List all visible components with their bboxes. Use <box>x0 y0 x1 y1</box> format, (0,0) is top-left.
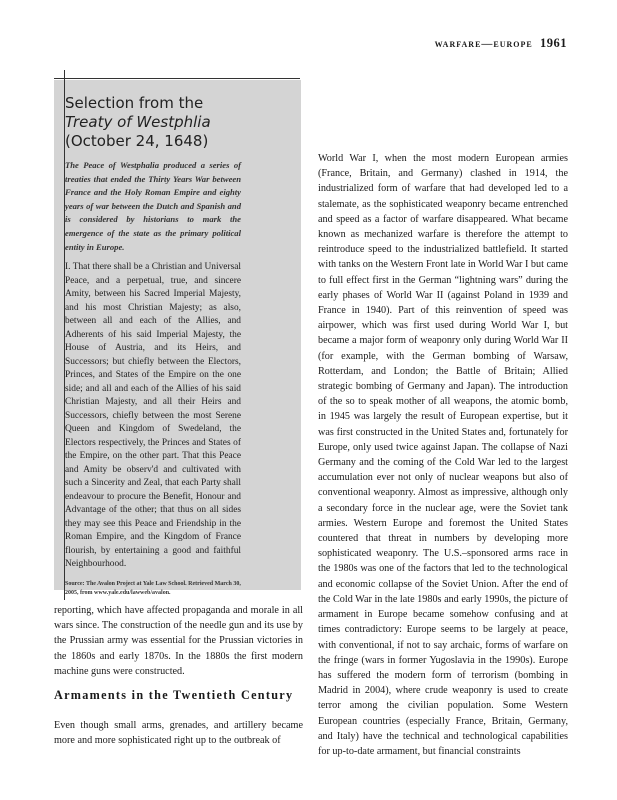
running-head <box>435 36 567 51</box>
sidebar-source: Source: The Avalon Project at Yale Law School. Retrieved March 30, 2005, from www.yale.edu/lawweb/avalon. <box>65 580 241 596</box>
section-heading: Armaments in the Twentieth Century <box>54 688 294 702</box>
sidebar-horizontal-rule <box>54 78 300 79</box>
left-column-paragraph-2: Even though small arms, grenades, and artillery became more and more sophisticated right up to the outbreak of <box>54 720 303 747</box>
sidebar-intro: The Peace of Westphalia produced a series of treaties that ended the Thirty Years War between France and the Holy Roman Empire and eighty years of war between the Dutch and Spanish and is considered by historians to mark the emergence of the state as the primary political entity in Europe. <box>65 160 241 252</box>
page-number: 1961 <box>540 36 567 50</box>
sidebar-vertical-rule <box>64 70 65 600</box>
running-head-label: warfare—europe <box>434 38 533 50</box>
right-column-text: World War I, when the most modern European armies (France, Britain, and Germany) clashed in 1914, the industrialized form of warfare that had developed led to a stalemate, as the sophisticated weaponry became entrenched and speed as a factor of warfare disappeared. What became known as mechanized warfare is therefore the attempt to reintroduce speed to the industrialized battlefield. It started with tanks on the Western Front late in World War I but came to full effect first in the German “lightning wars” during the early phases of World War II (against Poland in 1939 and France in 1940). Part of this reinvention of speed was airpower, which was first used during World War I, but became a major form of weaponry only during World War II (for example, with the German bombing of Warsaw, Rotterdam, and London; the Battle of Britain; Allied strategic bombing of Germany and Japan). The introduction of the so to speak mother of all weapons, the atomic bomb, in 1945 was largely the result of European expertise, but it was first constructed in the United States and, fortunately for Europe, only used twice against Japan. The collapse of Nazi Germany and the coming of the Cold War led to the largest accumulation ever not only of nuclear weapons but also of conventional weaponry. Almost as impressive, although only a secondary force in the nuclear age, were the Soviet tank armies. Western Europe and foremost the United States countered that threat in numbers by developing more sophisticated weaponry. The U.S.–sponsored arms race in the 1980s was one of the factors that led to the technological and economic collapse of the Soviet Union. After the end of the Cold War in the late 1980s and early 1990s, the picture of armament in Europe became somehow confusing and at times contradictory: Europe seems to be largely at peace, with conventional, if not to say archaic, forms of warfare on the fringe (wars in former Yugoslavia in the 1990s). Europe has suffered the modern form of terrorism (bombing in Madrid in 2004), where crude weaponry is used to create terror among the civilian population. Some Western European countries (especially France, Britain, Germany, and Italy) have the technical and technological capabilities for up-to-date armament, but financial constraints <box>318 153 568 757</box>
sidebar-title-italic: Treaty of Westphlia <box>65 113 211 131</box>
sidebar-title-rest: (October 24, 1648) <box>65 132 209 150</box>
sidebar-text: I. That there shall be a Christian and Universal Peace, and a perpetual, true, and sincere Amity, between his Sacred Imperial Majesty, and his most Christian Majesty; as also, between all and each of the Allies, and Adherents of his said Imperial Majesty, the House of Austria, and its Heirs, and Successors; but chiefly between the Electors, Princes, and States of the Empire on the one side; and all and each of the Allies of his said Christian Majesty, and all their Heirs and Successors, chiefly between the most Serene Queen and Kingdom of Swedeland, the Electors respectively, the Princes and States of the Empire, on the other part. That this Peace and Amity be observ'd and cultivated with such a Sincerity and Zeal, that each Party shall endeavour to procure the Benefit, Honour and Advantage of the other; that thus on all sides they may see this Peace and Friendship in the Roman Empire, and the Kingdom of France flourish, by entertaining a good and faithful Neighbourhood. <box>65 262 241 570</box>
left-column-paragraph: reporting, which have affected propaganda and morale in all wars since. The construction of the needle gun and its use by the Prussian army was essential for the Prussian victories in the 1860s and early 1870s. In the 1880s the first modern machine guns were constructed. <box>54 605 303 677</box>
treaty-sidebar <box>54 80 301 596</box>
sidebar-title <box>65 94 241 151</box>
sidebar-title-line1: Selection from the <box>65 94 204 112</box>
